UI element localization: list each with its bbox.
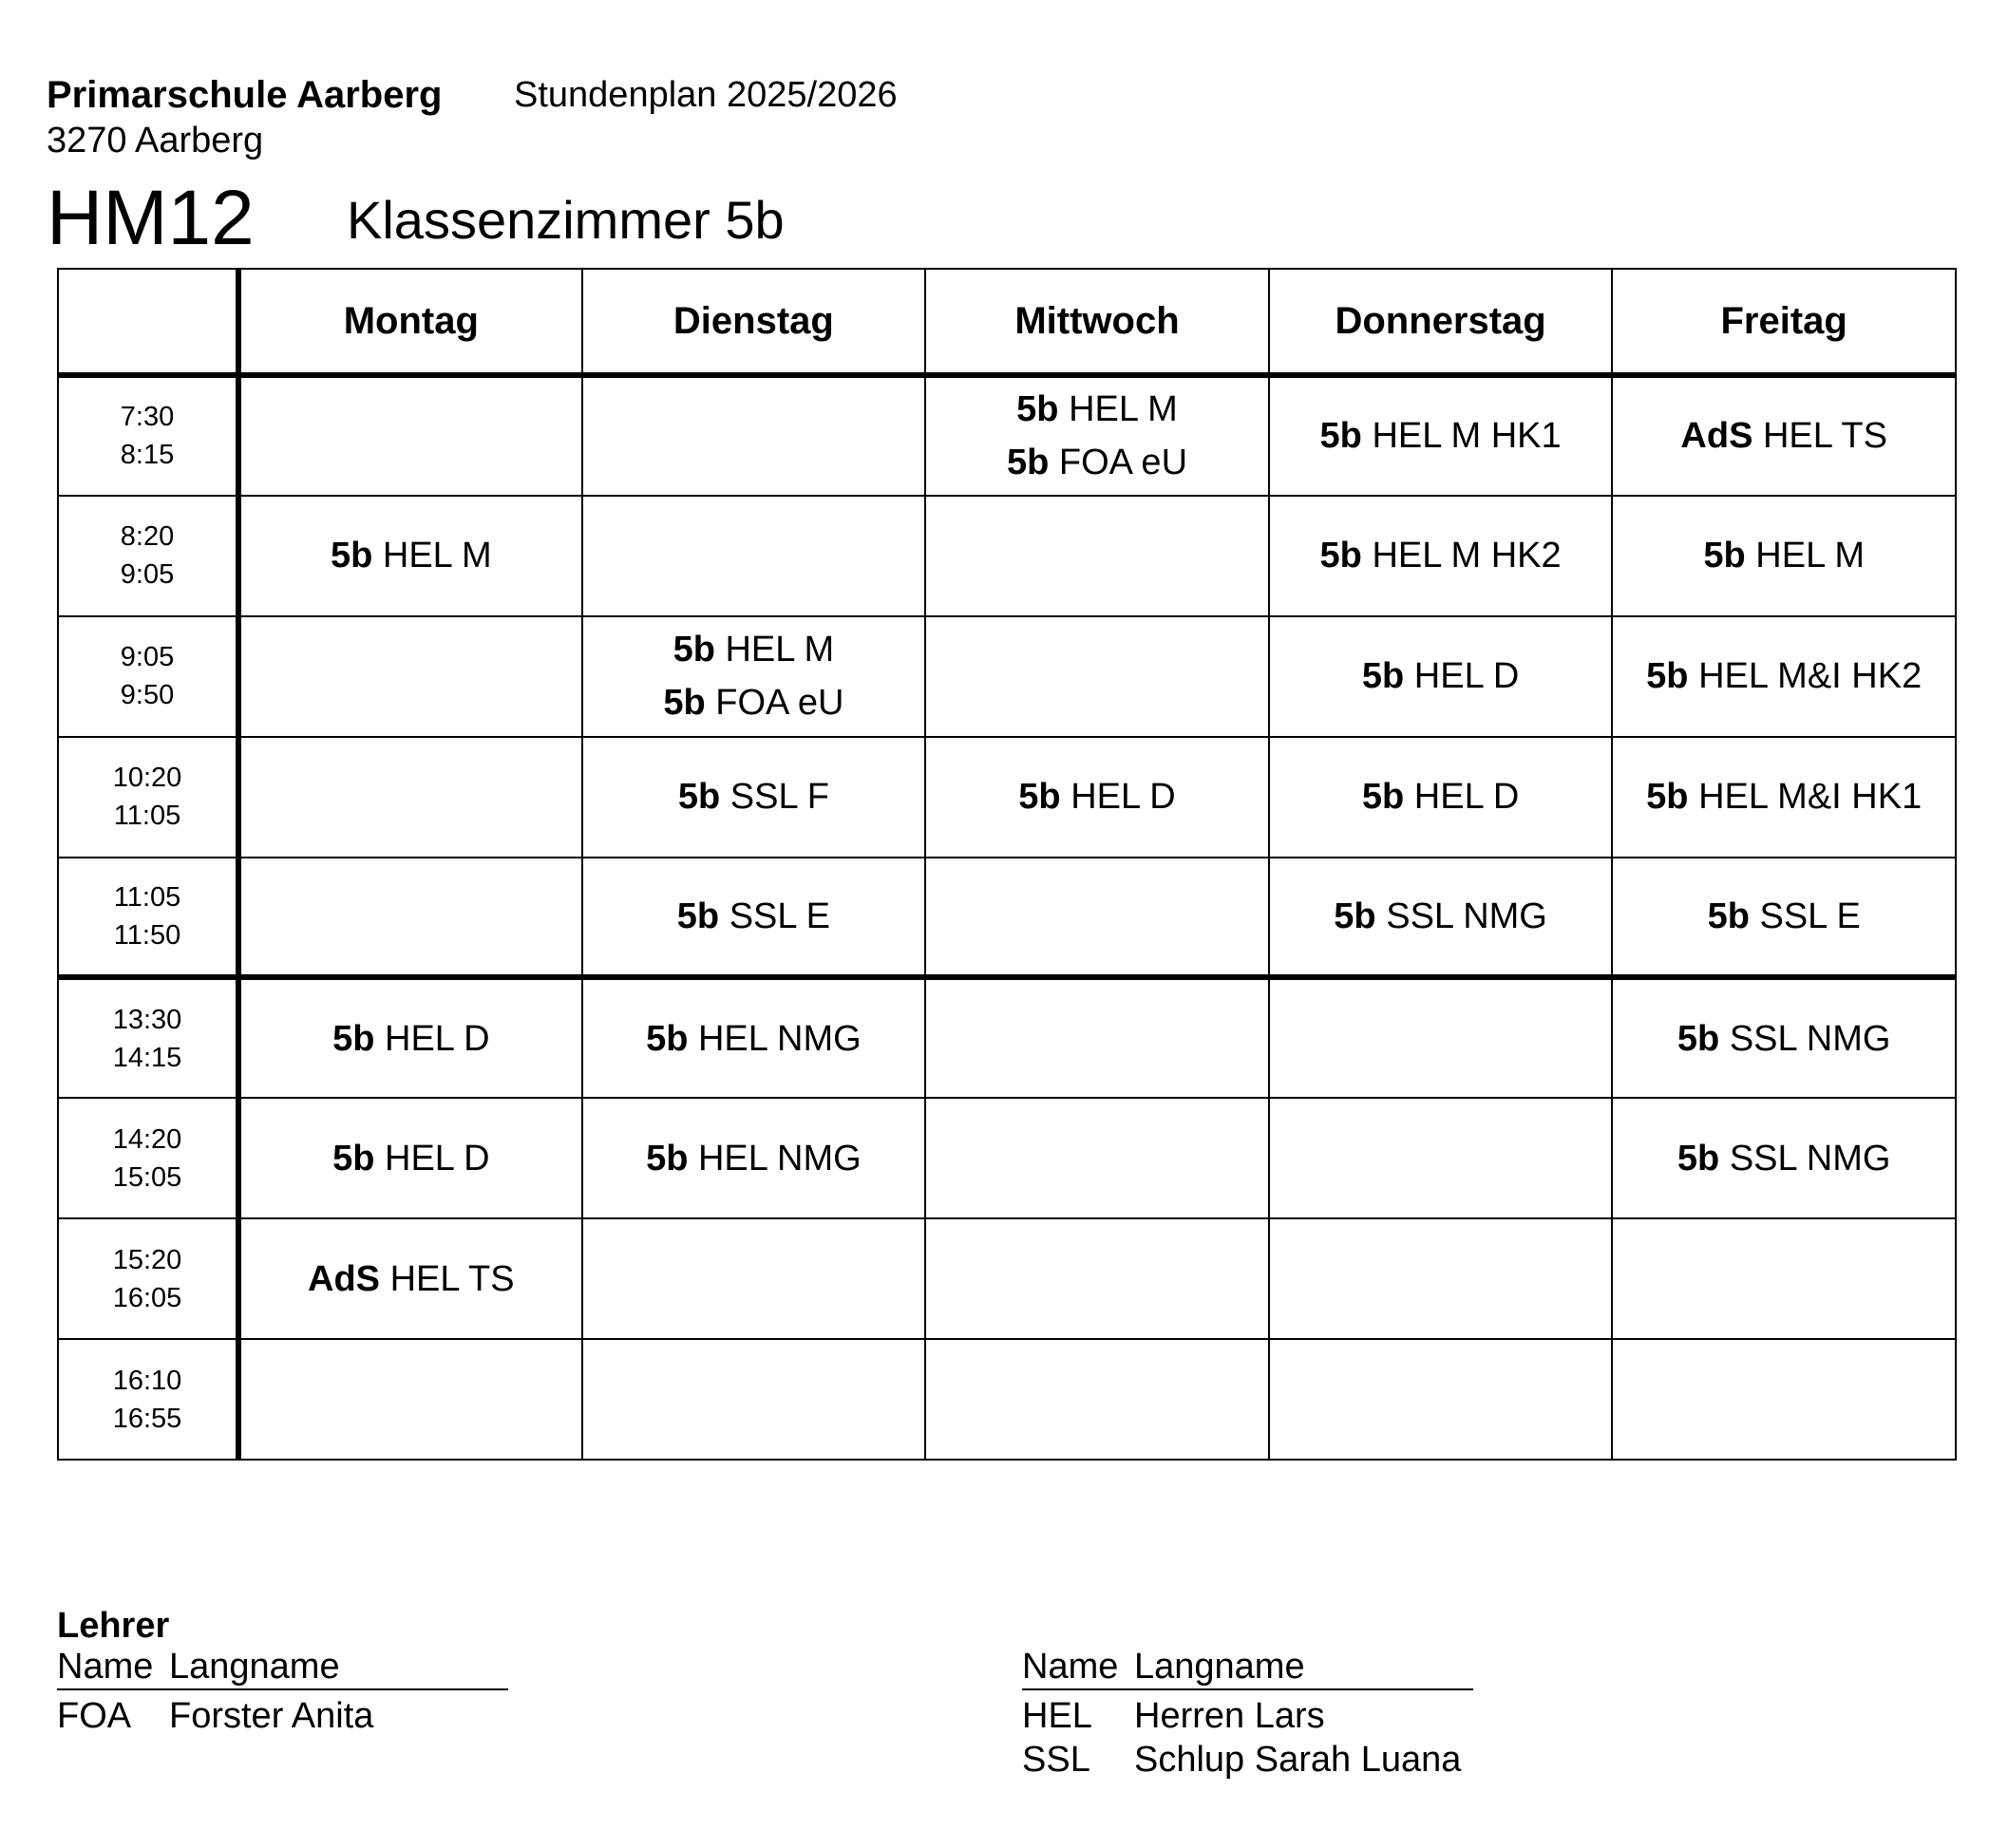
lesson-group: 5b [1361, 777, 1405, 818]
period-time [58, 496, 238, 616]
lesson-detail: SSL E [1759, 896, 1861, 936]
period-row [58, 1098, 1956, 1218]
lesson-cell [582, 1098, 926, 1218]
lesson-cell [1269, 1339, 1613, 1460]
day-header: Montag [238, 269, 582, 375]
period-start: 14:20 [112, 1123, 182, 1155]
legend-col-longname: Langname [169, 1647, 340, 1687]
lesson-group: 5b [1703, 536, 1746, 576]
teacher-row [1022, 1738, 1473, 1782]
lesson-group: 5b [1016, 389, 1059, 430]
lesson-detail: HEL M [1755, 536, 1866, 576]
lesson-detail: SSL NMG [1386, 896, 1547, 936]
period-time [58, 1218, 238, 1339]
lesson-cell [925, 1339, 1269, 1460]
lesson-group: 5b [1319, 536, 1362, 576]
lesson-entry [1270, 890, 1612, 943]
teacher-legend-right [1022, 1645, 1473, 1782]
lesson-group: 5b [1018, 777, 1061, 818]
period-row [58, 616, 1956, 737]
lesson-entry [583, 1132, 925, 1185]
lesson-entry [1270, 409, 1612, 462]
period-time [58, 858, 238, 978]
lesson-entry [1613, 890, 1955, 943]
lesson-cell [582, 496, 926, 616]
lesson-cell [925, 616, 1269, 737]
timetable-body [58, 375, 1956, 1460]
day-header: Donnerstag [1269, 269, 1613, 375]
lesson-cell [238, 858, 582, 978]
lesson-group: 5b [1646, 656, 1689, 697]
period-time [58, 1098, 238, 1218]
lesson-group: 5b [1646, 777, 1689, 818]
lesson-group: 5b [1319, 416, 1362, 457]
period-start: 13:30 [112, 1004, 182, 1035]
lesson-entry [241, 1253, 581, 1306]
lesson-cell [582, 858, 926, 978]
period-start: 11:05 [113, 881, 181, 913]
lesson-cell [582, 737, 926, 858]
period-time [58, 737, 238, 858]
legend-header [1022, 1645, 1473, 1690]
lesson-entry [1613, 1132, 1955, 1185]
lesson-detail: SSL F [729, 777, 829, 818]
period-start: 8:20 [120, 521, 175, 553]
lesson-cell [1612, 737, 1956, 858]
lesson-detail: HEL M [725, 630, 835, 670]
lesson-detail: FOA eU [1058, 443, 1188, 483]
lesson-detail: HEL M [1069, 389, 1178, 430]
lesson-entry [926, 436, 1268, 489]
period-end: 16:05 [112, 1282, 182, 1313]
period-end: 15:05 [112, 1161, 182, 1193]
lesson-entry [583, 890, 925, 943]
lesson-cell [1612, 1098, 1956, 1218]
period-row [58, 737, 1956, 858]
lesson-entry [1613, 770, 1955, 823]
period-row [58, 858, 1956, 978]
lesson-cell [1269, 616, 1613, 737]
lesson-cell [1269, 496, 1613, 616]
lesson-detail: HEL M&I HK1 [1698, 777, 1923, 818]
lesson-entry [1270, 650, 1612, 703]
lesson-group: 5b [1707, 896, 1750, 936]
lesson-detail: SSL NMG [1729, 1018, 1891, 1059]
lesson-entry [926, 383, 1268, 436]
lesson-group: 5b [330, 536, 373, 576]
lesson-cell [238, 1218, 582, 1339]
lesson-cell [582, 616, 926, 737]
lesson-cell [925, 858, 1269, 978]
lesson-cell [925, 737, 1269, 858]
lesson-entry [583, 623, 925, 676]
period-start: 9:05 [120, 642, 175, 673]
legend-col-longname: Langname [1134, 1647, 1305, 1687]
period-row [58, 1339, 1956, 1460]
period-time [58, 977, 238, 1098]
lesson-detail: HEL M HK2 [1372, 536, 1562, 576]
lesson-entry [926, 770, 1268, 823]
school-name: Primarschule Aarberg [47, 74, 443, 116]
period-start: 10:20 [112, 763, 182, 794]
lesson-group: 5b [672, 630, 715, 670]
lesson-cell [1269, 1218, 1613, 1339]
lesson-entry [583, 676, 925, 729]
teacher-name: Schlup Sarah Luana [1134, 1740, 1462, 1780]
teacher-code: SSL [1022, 1740, 1090, 1780]
day-header: Mittwoch [925, 269, 1269, 375]
legend-header [57, 1645, 508, 1690]
lesson-entry [241, 1012, 581, 1065]
teacher-row [1022, 1694, 1473, 1738]
legend-title: Lehrer [57, 1606, 170, 1646]
lesson-cell [582, 1339, 926, 1460]
lesson-cell [925, 496, 1269, 616]
period-end: 8:15 [120, 440, 175, 471]
teacher-name: Forster Anita [169, 1696, 374, 1736]
teacher-name: Herren Lars [1134, 1696, 1325, 1736]
lesson-cell [925, 1218, 1269, 1339]
day-header: Freitag [1612, 269, 1956, 375]
lesson-cell [925, 977, 1269, 1098]
lesson-detail: HEL D [385, 1138, 490, 1179]
lesson-cell [1612, 616, 1956, 737]
lesson-detail: HEL M [382, 536, 492, 576]
lesson-detail: HEL NMG [697, 1138, 862, 1179]
period-start: 7:30 [120, 402, 175, 433]
day-header: Dienstag [582, 269, 926, 375]
lesson-entry [241, 1132, 581, 1185]
period-end: 11:05 [113, 801, 181, 832]
lesson-cell [238, 616, 582, 737]
lesson-group: 5b [1334, 896, 1376, 936]
lesson-entry [241, 529, 581, 582]
lesson-group: 5b [1361, 656, 1405, 697]
lesson-group: AdS [308, 1258, 381, 1299]
period-row [58, 1218, 1956, 1339]
lesson-entry [1613, 650, 1955, 703]
legend-col-name: Name [57, 1647, 154, 1687]
room-name: Klassenzimmer 5b [347, 190, 785, 250]
teacher-legend-left [57, 1645, 508, 1738]
teacher-code: FOA [57, 1696, 132, 1736]
period-time [58, 375, 238, 496]
lesson-entry [1270, 770, 1612, 823]
teacher-code: HEL [1022, 1696, 1092, 1736]
lesson-detail: HEL D [385, 1018, 490, 1059]
lesson-cell [582, 977, 926, 1098]
lesson-group: 5b [1006, 443, 1050, 483]
lesson-cell [582, 1218, 926, 1339]
period-start: 15:20 [112, 1244, 182, 1275]
lesson-detail: HEL TS [389, 1258, 515, 1299]
lesson-detail: HEL M HK1 [1372, 416, 1562, 457]
lesson-cell [925, 375, 1269, 496]
lesson-detail: HEL D [1413, 777, 1520, 818]
lesson-cell [238, 977, 582, 1098]
lesson-entry [583, 1012, 925, 1065]
period-row [58, 496, 1956, 616]
lesson-cell [1612, 496, 1956, 616]
lesson-cell [1269, 375, 1613, 496]
lesson-group: 5b [646, 1018, 689, 1059]
lesson-cell [1612, 1218, 1956, 1339]
lesson-group: 5b [663, 683, 706, 724]
period-start: 16:10 [112, 1365, 182, 1396]
lesson-cell [1269, 737, 1613, 858]
lesson-cell [582, 375, 926, 496]
lesson-group: AdS [1680, 416, 1753, 457]
lesson-group: 5b [676, 896, 720, 936]
timetable [57, 268, 1957, 1461]
period-end: 16:55 [112, 1403, 182, 1434]
lesson-cell [238, 496, 582, 616]
lesson-group: 5b [646, 1138, 689, 1179]
lesson-cell [238, 375, 582, 496]
lesson-cell [1269, 858, 1613, 978]
period-row [58, 977, 1956, 1098]
day-header-row [58, 269, 1956, 375]
period-end: 9:50 [120, 680, 175, 711]
lesson-group: 5b [332, 1138, 375, 1179]
lesson-entry [1613, 1012, 1955, 1065]
period-end: 14:15 [112, 1042, 182, 1073]
lesson-detail: HEL M&I HK2 [1698, 656, 1923, 697]
room-code: HM12 [47, 175, 255, 261]
lesson-entry [1270, 529, 1612, 582]
lesson-detail: HEL NMG [697, 1018, 862, 1059]
teacher-row [57, 1694, 508, 1738]
lesson-cell [1612, 977, 1956, 1098]
lesson-cell [1612, 1339, 1956, 1460]
plan-title: Stundenplan 2025/2026 [514, 75, 898, 115]
lesson-cell [925, 1098, 1269, 1218]
lesson-cell [1612, 375, 1956, 496]
legend-col-name: Name [1022, 1647, 1119, 1687]
lesson-cell [238, 1339, 582, 1460]
lesson-entry [1613, 529, 1955, 582]
lesson-cell [238, 737, 582, 858]
lesson-group: 5b [677, 777, 721, 818]
lesson-detail: HEL TS [1762, 416, 1887, 457]
period-time [58, 1339, 238, 1460]
lesson-entry [1613, 409, 1955, 462]
period-end: 11:50 [113, 919, 181, 951]
lesson-cell [1269, 977, 1613, 1098]
lesson-detail: FOA eU [715, 683, 844, 724]
lesson-cell [1612, 858, 1956, 978]
period-end: 9:05 [120, 559, 175, 591]
lesson-entry [583, 770, 925, 823]
lesson-group: 5b [332, 1018, 375, 1059]
lesson-cell [238, 1098, 582, 1218]
lesson-group: 5b [1676, 1018, 1720, 1059]
school-city: 3270 Aarberg [47, 121, 264, 160]
period-row [58, 375, 1956, 496]
lesson-detail: SSL E [729, 896, 831, 936]
lesson-detail: SSL NMG [1729, 1138, 1891, 1179]
corner-cell [58, 269, 238, 375]
period-time [58, 616, 238, 737]
lesson-group: 5b [1676, 1138, 1720, 1179]
lesson-cell [1269, 1098, 1613, 1218]
lesson-detail: HEL D [1070, 777, 1176, 818]
lesson-detail: HEL D [1413, 656, 1520, 697]
